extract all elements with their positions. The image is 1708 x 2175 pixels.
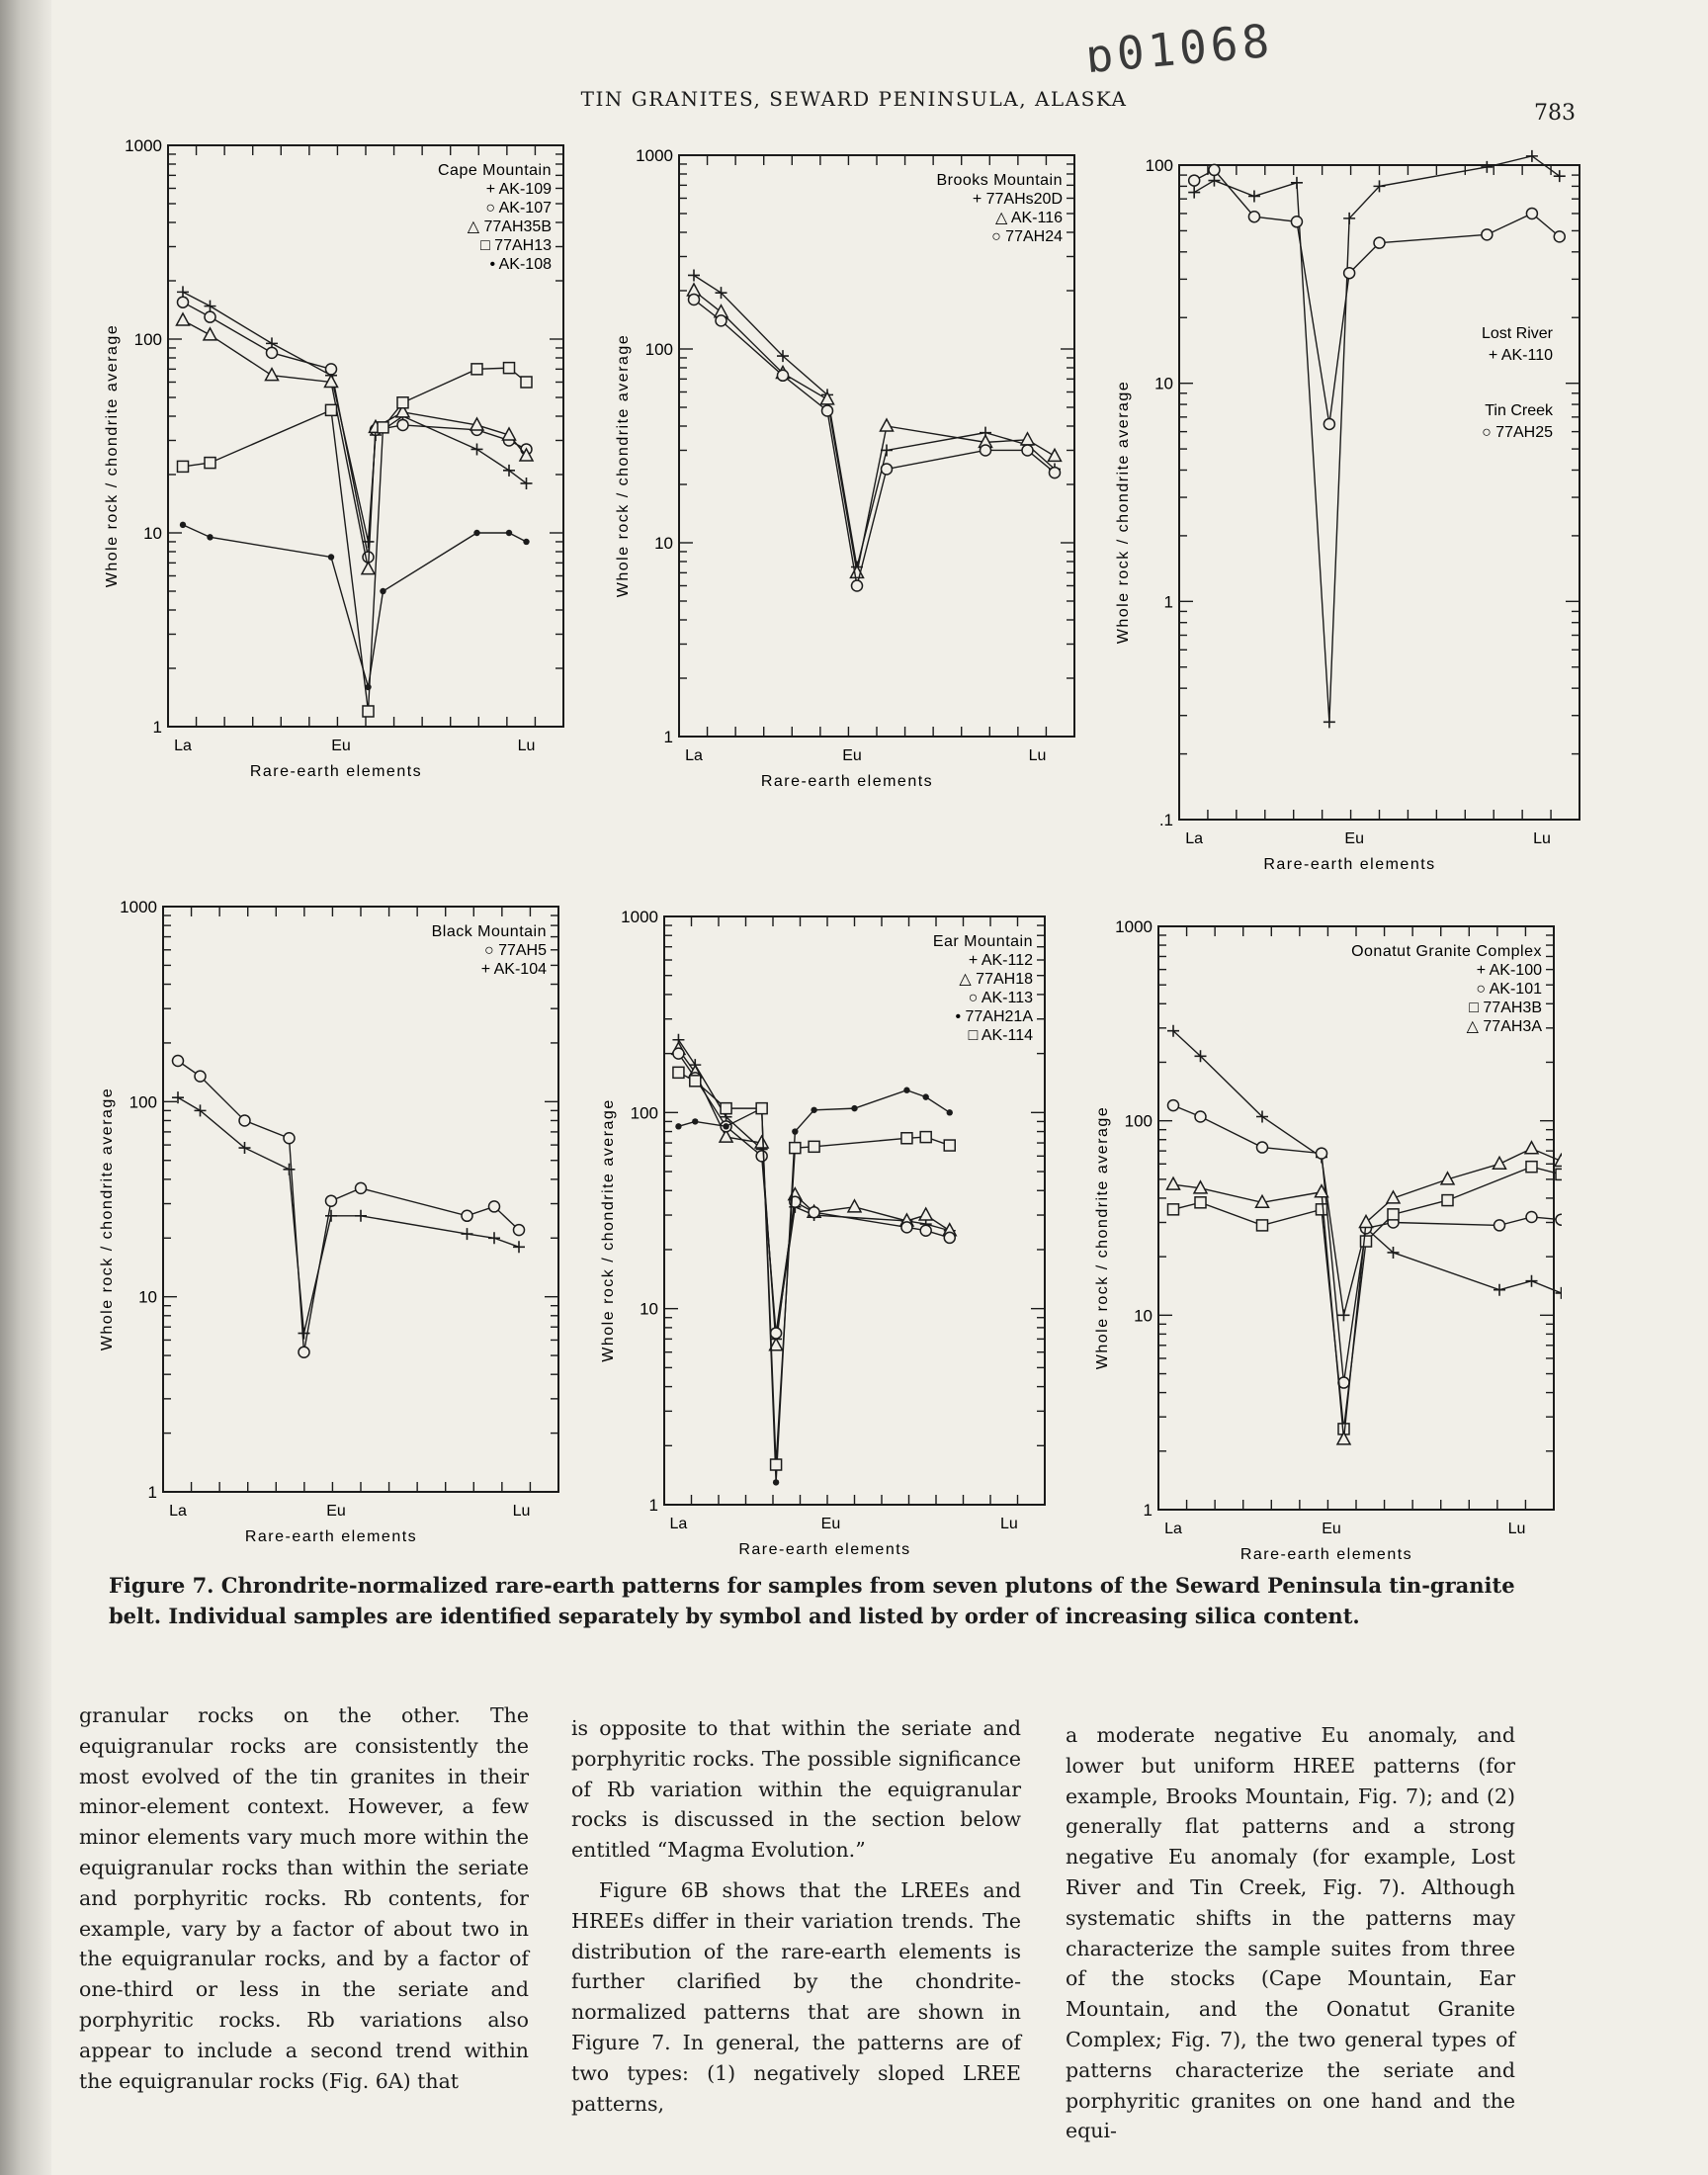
data-point-circle xyxy=(195,1071,206,1082)
y-axis-label: Whole rock / chondrite average xyxy=(104,323,121,588)
y-tick-label: 1 xyxy=(1143,1501,1153,1520)
data-point-plus xyxy=(1324,716,1335,728)
series-line xyxy=(1173,1031,1562,1316)
data-point-circle xyxy=(239,1115,250,1126)
x-tick-label: La xyxy=(169,1503,187,1520)
data-point-dot xyxy=(380,588,385,594)
data-point-circle xyxy=(1050,468,1061,478)
data-point-circle xyxy=(778,370,789,381)
data-point-plus xyxy=(1526,150,1538,162)
series-77ahs20d xyxy=(688,269,1061,572)
data-point-circle xyxy=(397,419,408,430)
series-77ah13 xyxy=(178,363,533,717)
x-tick-label: Lu xyxy=(512,1503,531,1520)
data-point-circle xyxy=(178,297,189,307)
data-point-dot xyxy=(365,684,371,690)
data-point-circle xyxy=(1195,1111,1206,1122)
data-point-dot xyxy=(723,1123,728,1129)
data-point-circle xyxy=(267,347,278,358)
legend-entry: ○ AK-113 xyxy=(968,990,1033,1006)
chart-black-mountain xyxy=(84,890,568,1552)
data-point-circle xyxy=(822,405,833,416)
y-axis-label: Whole rock / chondrite average xyxy=(99,1087,116,1351)
x-axis-label: Rare-earth elements xyxy=(760,773,934,790)
data-point-circle xyxy=(514,1225,525,1236)
data-point-square xyxy=(326,404,337,415)
series-line xyxy=(694,300,1055,586)
legend-title: Ear Mountain xyxy=(932,933,1033,950)
data-point-square xyxy=(205,458,215,469)
data-point-square xyxy=(178,461,189,472)
data-point-circle xyxy=(673,1048,684,1059)
scan-left-edge xyxy=(0,0,51,2175)
data-point-square xyxy=(397,397,408,408)
chart-ear-mountain xyxy=(578,905,1058,1572)
series-line xyxy=(678,1040,949,1340)
data-point-square xyxy=(504,363,515,374)
data-point-plus xyxy=(355,1210,367,1222)
paragraph: is opposite to that within the seriate and porphyritic rocks. The possible significance of Rb variation within the equigranular rocks is discussed in the section below entitled “Magma Evolution.” xyxy=(571,1716,1021,1863)
series-77ah3b xyxy=(1168,1162,1563,1435)
chart-cape-mountain xyxy=(94,133,578,796)
y-tick-label: 10 xyxy=(138,1287,157,1307)
y-tick-label: 1 xyxy=(663,728,673,746)
legend-entry: ○ AK-107 xyxy=(485,200,552,217)
x-tick-label: La xyxy=(669,1516,688,1532)
y-axis-label: Whole rock / chondrite average xyxy=(600,1098,617,1362)
data-point-circle xyxy=(920,1225,931,1236)
data-point-circle xyxy=(284,1133,295,1144)
x-tick-label: Eu xyxy=(820,1516,841,1532)
legend-entry: • AK-108 xyxy=(489,256,552,273)
data-point-circle xyxy=(852,580,863,591)
legend-entry: △ 77AH35B xyxy=(467,218,552,235)
series-line xyxy=(178,1061,519,1352)
data-point-triangle xyxy=(1525,1142,1538,1154)
data-point-circle xyxy=(1291,217,1302,227)
legend-entry: □ 77AH3B xyxy=(1469,1000,1542,1016)
chart-svg xyxy=(1068,914,1562,1579)
data-point-circle xyxy=(1168,1100,1179,1111)
data-point-circle xyxy=(356,1182,367,1193)
data-point-square xyxy=(1361,1236,1372,1247)
data-point-dot xyxy=(180,522,186,528)
data-point-circle xyxy=(882,464,893,475)
data-point-circle xyxy=(1556,1214,1562,1225)
y-tick-label: 100 xyxy=(630,1103,658,1123)
data-point-square xyxy=(690,1076,701,1087)
series-77ah24 xyxy=(689,294,1061,591)
y-tick-label: 1 xyxy=(1163,592,1173,612)
data-point-square xyxy=(363,706,374,717)
y-tick-label: 1 xyxy=(152,718,162,737)
y-tick-label: .1 xyxy=(1158,811,1173,829)
data-point-square xyxy=(1317,1204,1327,1215)
data-point-circle xyxy=(1317,1148,1327,1159)
data-point-plus xyxy=(1291,177,1303,189)
data-point-circle xyxy=(981,445,991,456)
x-axis-label: Rare-earth elements xyxy=(244,1528,418,1545)
series-77ah35b xyxy=(177,313,534,574)
data-point-plus xyxy=(488,1232,500,1244)
series-line xyxy=(678,1054,949,1334)
paragraph: a moderate negative Eu anomaly, and lower but uniform HREE patterns (for example, Brooks Mountain, Fig. 7); and (2) generally flat patterns and a strong negative Eu anomaly (for example, Lost River and Tin Creek, Fig. 7). Although systematic shifts in the patterns may characterize the sample suites from three of the stocks (Cape Mountain, Ear Mountain, and the Oonatut Granite Complex; Fig. 7), the two general types of patterns characterize the seriate and porphyritic granites on one hand and the equi- xyxy=(1066,1723,1515,2143)
data-point-circle xyxy=(1324,418,1334,429)
y-tick-label: 10 xyxy=(1134,1306,1153,1326)
data-point-circle xyxy=(1209,164,1220,175)
chart-svg xyxy=(590,138,1084,803)
data-point-circle xyxy=(1554,231,1565,242)
data-point-triangle xyxy=(1049,449,1062,461)
x-tick-label: Eu xyxy=(326,1503,346,1520)
legend-entry: △ 77AH18 xyxy=(959,971,1033,988)
x-tick-label: La xyxy=(174,738,192,754)
chart-svg xyxy=(1085,148,1594,882)
data-point-plus xyxy=(1338,1309,1350,1321)
data-point-plus xyxy=(284,1164,296,1175)
series-line xyxy=(183,292,527,542)
data-point-triangle xyxy=(362,563,375,574)
y-tick-label: 100 xyxy=(1145,156,1173,175)
y-axis-label: Whole rock / chondrite average xyxy=(615,333,632,598)
legend-entry: + AK-109 xyxy=(485,181,552,198)
data-point-dot xyxy=(506,530,512,536)
series-ak-114 xyxy=(673,1067,955,1470)
data-point-triangle xyxy=(1494,1157,1506,1169)
x-tick-label: La xyxy=(1164,1521,1182,1537)
data-point-dot xyxy=(328,554,334,560)
y-axis-label: Whole rock / chondrite average xyxy=(1115,380,1132,645)
data-point-dot xyxy=(811,1107,816,1113)
legend-title: Oonatut Granite Complex xyxy=(1351,943,1542,960)
x-tick-label: Eu xyxy=(331,738,351,754)
data-point-plus xyxy=(205,301,216,312)
data-point-square xyxy=(809,1141,819,1152)
legend-entry: △ AK-116 xyxy=(994,210,1063,226)
series-line xyxy=(678,1049,949,1345)
y-tick-label: 100 xyxy=(133,330,162,349)
x-axis-label: Rare-earth elements xyxy=(1239,1546,1413,1563)
data-point-dot xyxy=(207,534,213,540)
body-column-2 xyxy=(571,1713,1021,2119)
data-point-triangle xyxy=(881,419,894,431)
data-point-plus xyxy=(471,443,483,455)
y-tick-label: 10 xyxy=(640,1299,658,1319)
data-point-triangle xyxy=(919,1208,932,1220)
data-point-dot xyxy=(675,1123,681,1129)
data-point-circle xyxy=(1344,268,1355,279)
data-point-square xyxy=(1257,1220,1268,1231)
data-point-triangle xyxy=(1360,1215,1373,1227)
data-point-square xyxy=(771,1459,782,1470)
chart-svg xyxy=(578,905,1058,1572)
data-point-triangle xyxy=(177,313,190,325)
x-tick-label: Lu xyxy=(517,738,536,754)
series-line xyxy=(1173,1149,1562,1439)
legend-entry: ○ AK-101 xyxy=(1476,981,1542,998)
x-tick-label: Lu xyxy=(1507,1521,1526,1537)
y-tick-label: 1000 xyxy=(636,146,673,165)
running-header: TIN GRANITES, SEWARD PENINSULA, ALASKA xyxy=(580,87,1128,111)
data-point-square xyxy=(920,1132,931,1143)
data-point-circle xyxy=(809,1207,819,1218)
data-point-circle xyxy=(1189,175,1200,186)
data-point-plus xyxy=(1526,1275,1538,1287)
data-point-square xyxy=(1442,1195,1453,1206)
x-tick-label: La xyxy=(1185,830,1204,847)
series-line xyxy=(678,1073,949,1465)
data-point-plus xyxy=(462,1228,473,1240)
data-point-circle xyxy=(756,1151,767,1162)
series-77ah3a xyxy=(1167,1142,1563,1444)
y-tick-label: 1 xyxy=(648,1496,658,1515)
x-tick-label: Lu xyxy=(1028,747,1047,764)
y-tick-label: 100 xyxy=(644,340,673,359)
data-point-circle xyxy=(1257,1142,1268,1153)
y-tick-label: 10 xyxy=(1154,374,1173,393)
data-point-square xyxy=(521,377,532,388)
data-point-square xyxy=(1168,1204,1179,1215)
chart-lost-river-tin-creek xyxy=(1085,148,1594,882)
data-point-square xyxy=(901,1133,912,1144)
paragraph: Figure 6B shows that the LREEs and HREEs differ in their variation trends. The distribution of the rare-earth elements is further clarified by the chondrite-normalized patterns that are shown in Figure 7. In general, the patterns are of two types: (1) negatively sloped LREE patterns, xyxy=(571,1877,1021,2116)
y-tick-label: 1 xyxy=(147,1483,157,1502)
x-tick-label: Lu xyxy=(1533,830,1551,847)
data-point-circle xyxy=(944,1232,955,1243)
chart-svg xyxy=(84,890,568,1552)
series-ak-116 xyxy=(688,284,1062,577)
data-point-plus xyxy=(1556,1287,1563,1299)
data-point-circle xyxy=(299,1347,309,1357)
data-point-circle xyxy=(771,1328,782,1339)
document-stamp: ɒ01068 xyxy=(1083,13,1276,84)
data-point-plus xyxy=(1494,1284,1505,1296)
x-tick-label: Eu xyxy=(1344,830,1364,847)
series-ak-109 xyxy=(177,286,533,548)
data-point-circle xyxy=(1248,212,1259,222)
plot-frame xyxy=(163,907,558,1492)
data-point-triangle xyxy=(266,369,279,381)
legend-entry: + AK-110 xyxy=(1488,347,1553,364)
data-point-circle xyxy=(716,315,726,326)
y-tick-label: 100 xyxy=(1124,1111,1153,1131)
y-tick-label: 1000 xyxy=(1115,917,1153,936)
data-point-plus xyxy=(521,478,533,489)
data-point-dot xyxy=(473,530,479,536)
legend-entry: + AK-104 xyxy=(480,961,547,978)
data-point-triangle xyxy=(1021,433,1034,445)
legend-entry: □ 77AH13 xyxy=(480,237,552,254)
x-axis-label: Rare-earth elements xyxy=(738,1541,911,1558)
data-point-dot xyxy=(792,1128,798,1134)
data-point-square xyxy=(378,422,388,433)
data-point-dot xyxy=(851,1105,857,1111)
series-ak-100 xyxy=(1167,1025,1562,1322)
data-point-circle xyxy=(1526,1211,1537,1222)
data-point-circle xyxy=(462,1210,472,1221)
data-point-plus xyxy=(1481,161,1493,173)
data-point-triangle xyxy=(848,1200,861,1212)
x-tick-label: La xyxy=(685,747,703,764)
body-column-3 xyxy=(1066,1720,1515,2146)
y-tick-label: 10 xyxy=(654,534,673,553)
legend-entry: ○ 77AH25 xyxy=(1482,424,1553,441)
data-point-square xyxy=(944,1140,955,1151)
y-tick-label: 1000 xyxy=(120,898,157,916)
series-line xyxy=(183,368,527,711)
series-line xyxy=(1173,1167,1562,1429)
data-point-dot xyxy=(947,1109,953,1115)
series-77ah18 xyxy=(672,1042,956,1349)
y-axis-label: Whole rock / chondrite average xyxy=(1094,1105,1111,1370)
data-point-triangle xyxy=(204,328,216,340)
legend-entry: ○ 77AH24 xyxy=(991,228,1063,245)
legend-entry: + AK-100 xyxy=(1476,962,1542,979)
data-point-plus xyxy=(1248,190,1260,202)
legend-entry: + 77AHs20D xyxy=(972,191,1063,208)
data-point-circle xyxy=(901,1222,912,1233)
legend-title: Cape Mountain xyxy=(437,162,552,179)
plot-frame xyxy=(1179,165,1580,820)
data-point-circle xyxy=(205,311,215,322)
chart-svg xyxy=(94,133,578,796)
data-point-circle xyxy=(489,1201,500,1212)
data-point-square xyxy=(471,364,482,375)
data-point-plus xyxy=(1188,187,1200,199)
y-tick-label: 1000 xyxy=(125,136,162,155)
data-point-circle xyxy=(173,1055,184,1066)
chart-brooks-mountain xyxy=(590,138,1084,803)
y-tick-label: 100 xyxy=(128,1092,157,1112)
data-point-triangle xyxy=(1167,1177,1180,1189)
legend-title: Tin Creek xyxy=(1485,402,1553,419)
x-tick-label: Lu xyxy=(1000,1516,1018,1532)
figure-caption: Figure 7. Chrondrite-normalized rare-earth patterns for samples from seven plutons of the Seward Peninsula tin-granite belt. Individual samples are identified separately by symbol and listed by order of increasing silica content. xyxy=(109,1573,1515,1628)
data-point-square xyxy=(1526,1162,1537,1173)
data-point-circle xyxy=(689,294,700,304)
y-tick-label: 1000 xyxy=(621,908,658,926)
series-line xyxy=(694,291,1055,572)
series-ak-112 xyxy=(672,1034,955,1346)
paragraph: granular rocks on the other. The equigranular rocks are consistently the most evolved of the tin granites in their minor-element context. However, a few minor elements vary much more within the equigranular rocks than within the seriate and porphyritic rocks. Rb contents, for example, vary by a factor of about two in the equigranular rocks, and by a factor of one-third or less in the seriate and porphyritic rocks. Rb variations also appear to include a second trend within the equigranular rocks (Fig. 6A) that xyxy=(79,1703,529,2093)
data-point-plus xyxy=(325,1210,337,1222)
y-tick-label: 10 xyxy=(143,524,162,543)
data-point-plus xyxy=(1554,170,1566,182)
legend-entry: □ AK-114 xyxy=(968,1027,1033,1044)
x-tick-label: Eu xyxy=(1322,1521,1341,1537)
chart-oonatut-granite-complex xyxy=(1068,914,1562,1579)
data-point-dot xyxy=(692,1118,698,1124)
legend-entry: △ 77AH3A xyxy=(1466,1018,1542,1035)
x-tick-label: Eu xyxy=(842,747,862,764)
data-point-square xyxy=(1195,1197,1206,1208)
x-axis-label: Rare-earth elements xyxy=(249,763,423,780)
data-point-square xyxy=(721,1103,731,1114)
data-point-circle xyxy=(1494,1220,1505,1231)
data-point-dot xyxy=(523,539,529,545)
data-point-square xyxy=(790,1143,801,1154)
data-point-plus xyxy=(688,269,700,281)
data-point-circle xyxy=(1526,208,1537,218)
data-point-dot xyxy=(903,1088,909,1093)
page-number: 783 xyxy=(1534,101,1576,126)
body-column-1 xyxy=(79,1700,529,2096)
data-point-square xyxy=(756,1103,767,1114)
data-point-dot xyxy=(922,1093,928,1099)
series-77ah5 xyxy=(173,1055,525,1357)
legend-entry: + AK-112 xyxy=(968,952,1033,969)
series-77ah25 xyxy=(1189,164,1566,429)
data-point-circle xyxy=(1374,237,1385,248)
legend-entry: • 77AH21A xyxy=(955,1008,1033,1025)
legend-entry: ○ 77AH5 xyxy=(483,942,547,959)
legend-title: Brooks Mountain xyxy=(936,172,1063,189)
data-point-plus xyxy=(513,1241,525,1253)
data-point-circle xyxy=(326,1195,337,1206)
data-point-plus xyxy=(1208,175,1220,187)
series-line xyxy=(1194,170,1560,424)
data-point-plus xyxy=(503,465,515,477)
data-point-circle xyxy=(326,364,337,375)
legend-title: Lost River xyxy=(1481,325,1553,342)
x-axis-label: Rare-earth elements xyxy=(1263,856,1436,873)
legend-title: Black Mountain xyxy=(431,923,547,940)
data-point-square xyxy=(673,1067,684,1078)
data-point-circle xyxy=(1482,229,1493,240)
data-point-square xyxy=(1388,1209,1399,1220)
data-point-square xyxy=(1556,1169,1562,1179)
data-point-triangle xyxy=(1555,1154,1562,1166)
data-point-dot xyxy=(773,1479,779,1485)
data-point-circle xyxy=(1022,445,1033,456)
series-line xyxy=(694,275,1055,566)
